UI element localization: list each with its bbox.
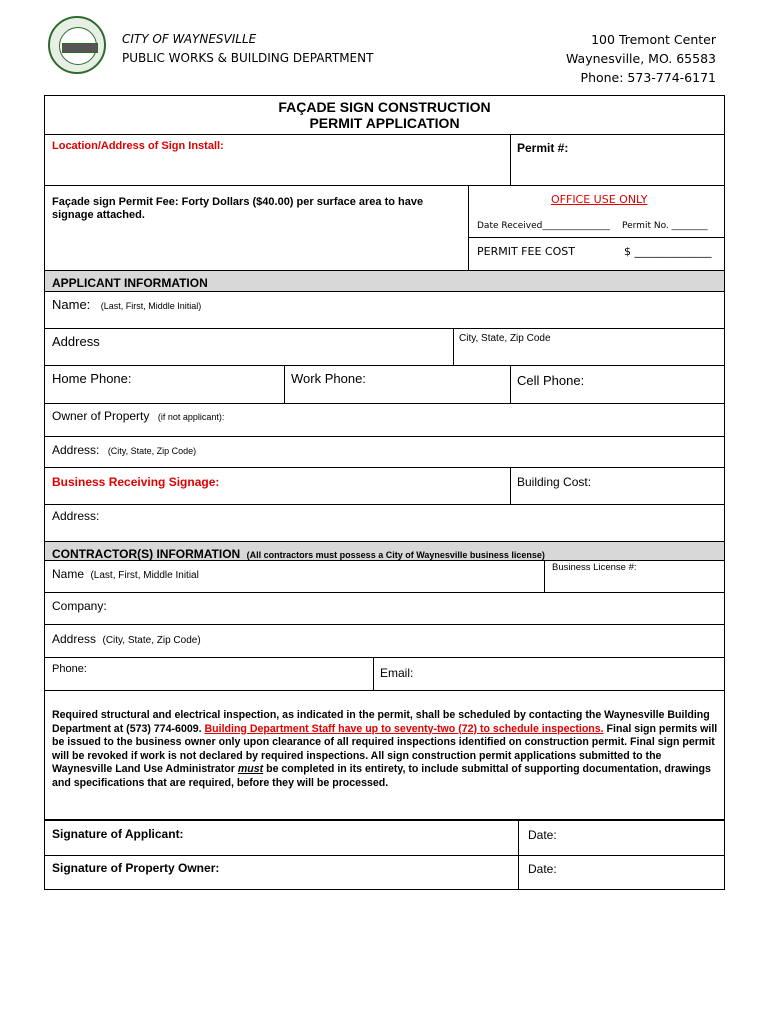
name-label: Name: xyxy=(52,297,91,312)
cell-phone-label: Cell Phone: xyxy=(517,373,585,388)
form-title xyxy=(44,99,725,131)
business-label: Business Receiving Signage: xyxy=(52,475,220,489)
phone-number: Phone: 573-774-6171 xyxy=(580,70,716,85)
notice-highlight: Building Department Staff have up to seventy-two (72) to schedule inspections. xyxy=(204,722,604,735)
owner-address-field[interactable] xyxy=(52,441,196,459)
home-phone-label: Home Phone: xyxy=(52,371,132,386)
date-received: Date Received_______________ xyxy=(477,221,610,231)
notice-part1: Required structural and electrical inspection, as indicated in the permit, shall be scheduled by contacting the Waynesville Building Department at (573) 774-6009. xyxy=(52,709,710,735)
contractor-address-hint: (City, State, Zip Code) xyxy=(102,635,201,646)
contractor-section-header xyxy=(52,545,545,563)
work-phone-label: Work Phone: xyxy=(291,371,366,386)
company-label: Company: xyxy=(52,599,107,613)
header-left xyxy=(122,30,373,68)
owner-hint: (if not applicant): xyxy=(157,412,225,422)
fee-text: Façade sign Permit Fee: Forty Dollars ($40.00) per surface area to have signage attached. xyxy=(52,196,424,221)
name-hint: (Last, First, Middle Initial) xyxy=(100,301,202,311)
building-cost-label: Building Cost: xyxy=(517,475,592,489)
city-name: CITY OF WAYNESVILLE xyxy=(122,32,257,46)
notice-part3: Final sign permits will be issued to the business owner only upon clearance of all required inspections identified on construction permit. Final sign permit will be revoked if work is not declared by required inspections. All sign construction permit applications submitted to the Waynesville Land Use Administrator xyxy=(52,722,718,775)
applicant-date-label: Date: xyxy=(528,828,557,842)
owner-address-hint: (City, State, Zip Code) xyxy=(107,446,197,456)
contractor-name-hint: (Last, First, Middle Initial xyxy=(90,570,199,581)
permit-fee-cost-value: $ ______________ xyxy=(624,245,712,258)
contractor-section-note: (All contractors must possess a City of Waynesville business license) xyxy=(246,550,545,560)
contractor-phone-label: Phone: xyxy=(52,663,87,675)
name-field[interactable] xyxy=(52,296,201,314)
location-address-label: Location/Address of Sign Install: xyxy=(52,140,224,152)
notice-part5: be completed in its entirety, to include submittal of supporting documentation, drawings and specifications that are required, before they will be processed. xyxy=(52,763,711,789)
contractor-name-field[interactable] xyxy=(52,565,199,583)
owner-address-label: Address: xyxy=(52,443,100,457)
contractor-email-label: Email: xyxy=(380,666,414,680)
owner-signature-label: Signature of Property Owner: xyxy=(52,861,220,875)
permit-no: Permit No. ________ xyxy=(622,221,708,231)
owner-date-label: Date: xyxy=(528,862,557,876)
office-use-only: OFFICE USE ONLY xyxy=(551,193,648,206)
title-line1: FAÇADE SIGN CONSTRUCTION xyxy=(278,99,491,115)
contractor-address-field[interactable] xyxy=(52,630,201,648)
business-address-label: Address: xyxy=(52,509,100,523)
contractor-address-label: Address xyxy=(52,632,97,646)
business-license-label: Business License #: xyxy=(552,562,637,573)
city-state-zip-label: City, State, Zip Code xyxy=(459,333,551,344)
contractor-name-label: Name xyxy=(52,567,85,581)
owner-label: Owner of Property xyxy=(52,409,150,423)
department-name: PUBLIC WORKS & BUILDING DEPARTMENT xyxy=(122,51,374,65)
owner-field[interactable] xyxy=(52,407,224,425)
city-seal-logo xyxy=(48,16,106,74)
contractor-section-title: CONTRACTOR(S) INFORMATION xyxy=(52,547,241,561)
notice-must: must xyxy=(237,763,264,775)
address-label: Address xyxy=(52,334,100,349)
inspection-notice xyxy=(52,709,722,790)
permit-number-label: Permit #: xyxy=(517,141,569,155)
permit-fee-cost-label: PERMIT FEE COST xyxy=(477,245,575,258)
city-state-zip: Waynesville, MO. 65583 xyxy=(565,51,716,66)
applicant-signature-label: Signature of Applicant: xyxy=(52,827,184,841)
applicant-section-title: APPLICANT INFORMATION xyxy=(52,276,208,290)
street-address: 100 Tremont Center xyxy=(591,32,716,47)
header-address xyxy=(566,30,716,87)
title-line2: PERMIT APPLICATION xyxy=(309,115,460,131)
